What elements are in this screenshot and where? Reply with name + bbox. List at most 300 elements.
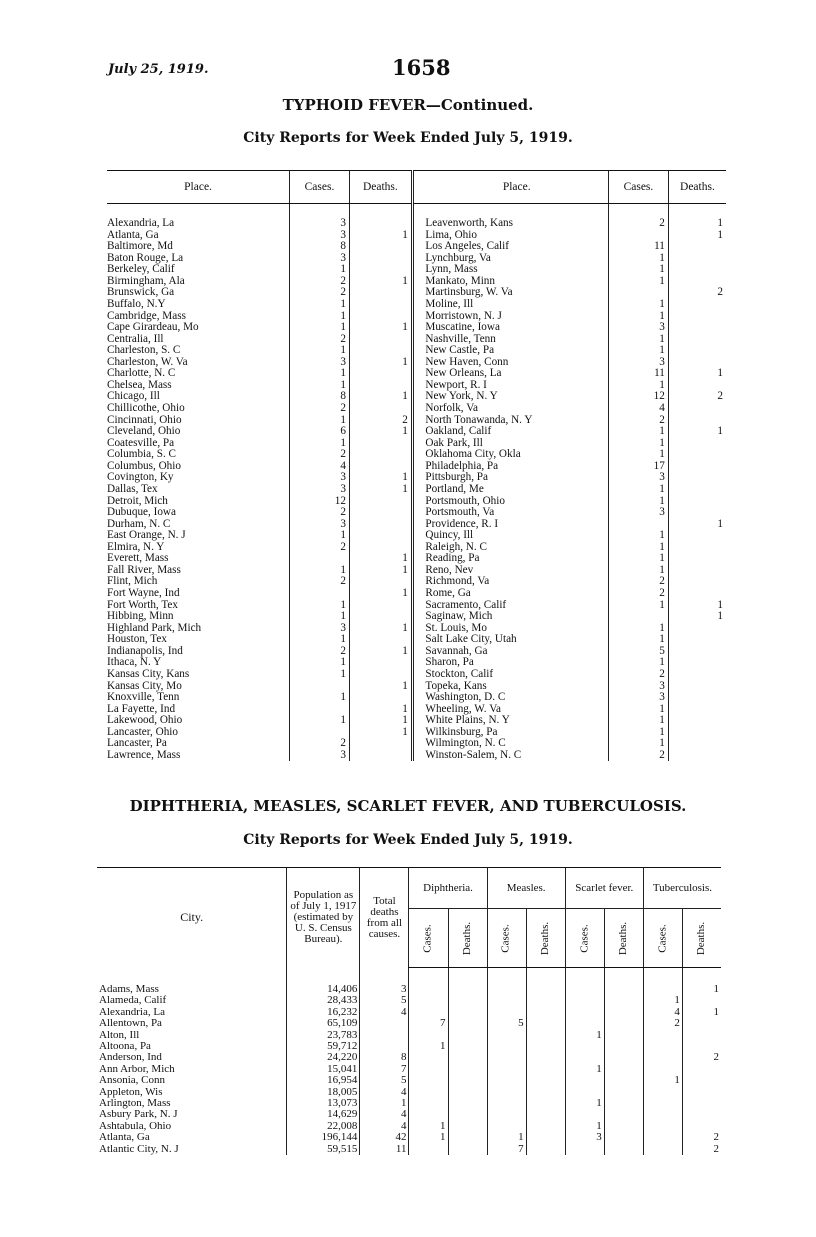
city-cell: Adams, Mass: [99, 984, 159, 995]
divider-cell: [412, 623, 425, 635]
cases-cell: 1: [290, 565, 350, 577]
table-row: [107, 276, 726, 288]
divider-cell: [412, 380, 425, 392]
deaths-cell: 1: [349, 472, 412, 484]
place-cell: La Fayette, Ind: [107, 703, 176, 715]
place-cell: Kansas City, Kans: [107, 668, 190, 680]
deaths-cell: 2: [668, 287, 726, 299]
place-cell: Chicago, Ill: [107, 391, 160, 403]
cases-cell: 12: [290, 496, 350, 508]
col-cases: Cases.: [609, 171, 669, 204]
divider-cell: [412, 264, 425, 276]
table-row: [107, 299, 726, 311]
cases-cell: 1: [290, 669, 350, 681]
label: Deaths.: [539, 921, 552, 955]
tb-deaths-cell: [682, 1064, 721, 1075]
scarlet-deaths-cell: [604, 995, 643, 1006]
cases-cell: 1: [609, 345, 669, 357]
tb-cases-cell: [643, 1030, 682, 1041]
cases-cell: 1: [290, 611, 350, 623]
spacer: [643, 968, 682, 985]
cases-cell: 1: [609, 299, 669, 311]
deaths-cell: [668, 738, 726, 750]
place-cell: Birmingham, Ala: [107, 275, 185, 287]
diphtheria-deaths-cell: [448, 1087, 487, 1098]
place-cell: North Tonawanda, N. Y: [425, 414, 533, 426]
cases-cell: 1: [609, 264, 669, 276]
divider-cell: [412, 507, 425, 519]
divider-cell: [412, 565, 425, 577]
place-cell: Oklahoma City, Okla: [425, 449, 521, 461]
col-diphtheria: Diphtheria.: [409, 868, 487, 909]
diphtheria-cases-cell: [409, 1064, 448, 1075]
cases-cell: 1: [609, 334, 669, 346]
spacer: [97, 968, 287, 985]
deaths-cell: [668, 646, 726, 658]
measles-cases-cell: [487, 1030, 526, 1041]
place-cell: Fort Wayne, Ind: [107, 588, 180, 599]
cases-cell: 12: [609, 391, 669, 403]
deaths-cell: 1: [349, 715, 412, 727]
cases-cell: 1: [290, 322, 350, 334]
place-cell: Lima, Ohio: [425, 229, 477, 241]
cases-cell: 2: [290, 403, 350, 415]
divider-cell: [412, 322, 425, 334]
deaths-cell: [349, 380, 412, 392]
measles-deaths-cell: [526, 1041, 565, 1052]
deaths-cell: [668, 241, 726, 253]
cases-cell: 2: [609, 415, 669, 427]
city-cell: Alexandria, La: [99, 1006, 165, 1018]
table-row: [107, 472, 726, 484]
tb-deaths-cell: 2: [682, 1132, 721, 1143]
cases-cell: 1: [290, 264, 350, 276]
city-cell: Asbury Park, N. J: [99, 1109, 178, 1121]
table-row: [107, 738, 726, 750]
col-deaths: Deaths.: [349, 171, 412, 204]
divider-cell: [412, 750, 425, 762]
cases-cell: 1: [609, 311, 669, 323]
cases-cell: 1: [609, 738, 669, 750]
table-row: [97, 1030, 721, 1041]
place-cell: Stockton, Calif: [425, 668, 494, 680]
cases-cell: 1: [290, 530, 350, 542]
divider-cell: [412, 241, 425, 253]
deaths-cell: [668, 415, 726, 427]
place-cell: White Plains, N. Y: [425, 715, 510, 727]
deaths-cell: [349, 264, 412, 276]
cases-cell: 2: [609, 750, 669, 762]
measles-deaths-cell: [526, 1132, 565, 1143]
deaths-cell: 1: [349, 727, 412, 739]
spacer: [425, 204, 608, 219]
col-scarlet-deaths: [604, 909, 643, 968]
deaths-cell: [349, 738, 412, 750]
deaths-cell: [349, 241, 412, 253]
typhoid-title: TYPHOID FEVER—Continued.: [282, 96, 534, 114]
cases-cell: 8: [290, 241, 350, 253]
divider-cell: [412, 253, 425, 265]
diphtheria-cases-cell: [409, 1109, 448, 1120]
tb-cases-cell: [643, 1109, 682, 1120]
cases-cell: 1: [609, 484, 669, 496]
cases-cell: [609, 611, 669, 623]
total-deaths-cell: 4: [360, 1007, 409, 1018]
diphtheria-cases-cell: [409, 1007, 448, 1018]
place-cell: Saginaw, Mich: [425, 611, 493, 623]
deaths-cell: 1: [668, 368, 726, 380]
deaths-cell: [668, 484, 726, 496]
city-cell: Appleton, Wis: [99, 1086, 163, 1098]
place-cell: Lancaster, Ohio: [107, 726, 178, 738]
spacer: [360, 968, 409, 985]
diphtheria-cases-cell: [409, 1075, 448, 1086]
table-row: [97, 1132, 721, 1143]
cases-cell: 1: [290, 345, 350, 357]
table-row: [107, 553, 726, 565]
place-cell: Cincinnati, Ohio: [107, 414, 182, 426]
cases-cell: 1: [290, 415, 350, 427]
city-cell: Ashtabula, Ohio: [99, 1120, 172, 1132]
cases-cell: 1: [609, 449, 669, 461]
place-cell: East Orange, N. J: [107, 530, 186, 542]
diphtheria-cases-cell: [409, 1144, 448, 1155]
table-row: [107, 646, 726, 658]
measles-deaths-cell: [526, 1109, 565, 1120]
tb-deaths-cell: [682, 1109, 721, 1120]
tb-cases-cell: [643, 1064, 682, 1075]
deaths-cell: 1: [668, 426, 726, 438]
spacer: [487, 968, 526, 985]
table-row: [97, 1018, 721, 1029]
place-cell: Alexandria, La: [107, 218, 175, 229]
label: Deaths.: [617, 921, 630, 955]
place-cell: Wheeling, W. Va: [425, 703, 501, 715]
deaths-cell: [668, 264, 726, 276]
deaths-cell: [668, 692, 726, 704]
table-row: [107, 519, 726, 531]
tb-deaths-cell: [682, 1018, 721, 1029]
deaths-cell: 1: [668, 519, 726, 531]
scarlet-deaths-cell: [604, 1064, 643, 1075]
deaths-cell: [349, 750, 412, 762]
col-place: Place.: [425, 171, 608, 204]
population-cell: 24,220: [287, 1052, 360, 1063]
cases-cell: 2: [609, 576, 669, 588]
total-deaths-cell: 7: [360, 1064, 409, 1075]
place-cell: Los Angeles, Calif: [425, 241, 509, 253]
tb-deaths-cell: [682, 1098, 721, 1109]
place-cell: Dubuque, Iowa: [107, 507, 176, 519]
place-cell: Savannah, Ga: [425, 645, 488, 657]
place-cell: Everett, Mass: [107, 553, 169, 565]
cases-cell: 1: [609, 657, 669, 669]
measles-cases-cell: 5: [487, 1018, 526, 1029]
diphtheria-deaths-cell: [448, 1064, 487, 1075]
table-row: [107, 727, 726, 739]
place-cell: Brunswick, Ga: [107, 287, 175, 299]
cases-cell: 3: [609, 472, 669, 484]
diphtheria-cases-cell: 1: [409, 1132, 448, 1143]
col-tb-deaths: [682, 909, 721, 968]
diphtheria-deaths-cell: [448, 1052, 487, 1063]
divider-cell: [412, 669, 425, 681]
spacer: [682, 968, 721, 985]
population-cell: 14,406: [287, 984, 360, 995]
spacer: [526, 968, 565, 985]
measles-deaths-cell: [526, 1052, 565, 1063]
cases-cell: 1: [290, 438, 350, 450]
total-deaths-cell: [360, 1030, 409, 1041]
place-cell: New Castle, Pa: [425, 345, 495, 357]
total-deaths-cell: 4: [360, 1121, 409, 1132]
cases-cell: 3: [290, 253, 350, 265]
tb-deaths-cell: [682, 1041, 721, 1052]
table-row: [107, 426, 726, 438]
tb-deaths-cell: 1: [682, 984, 721, 995]
deaths-cell: 1: [349, 681, 412, 693]
table-row: [107, 368, 726, 380]
divider-cell: [412, 704, 425, 716]
population-cell: 196,144: [287, 1132, 360, 1143]
cases-cell: 2: [290, 542, 350, 554]
table-row: [107, 391, 726, 403]
table-row: [107, 218, 726, 230]
typhoid-subtitle: City Reports for Week Ended July 5, 1919.: [243, 130, 573, 146]
measles-cases-cell: [487, 1064, 526, 1075]
cases-cell: 2: [290, 507, 350, 519]
place-cell: Oakland, Calif: [425, 426, 492, 438]
diphtheria-cases-cell: [409, 1098, 448, 1109]
divider-cell: [412, 588, 425, 600]
diphtheria-deaths-cell: [448, 995, 487, 1006]
diphtheria-deaths-cell: [448, 1132, 487, 1143]
deaths-cell: [349, 403, 412, 415]
deaths-cell: [668, 496, 726, 508]
diphtheria-cases-cell: [409, 984, 448, 995]
scarlet-cases-cell: [565, 995, 604, 1006]
measles-cases-cell: [487, 995, 526, 1006]
measles-cases-cell: 1: [487, 1132, 526, 1143]
divider-cell: [412, 692, 425, 704]
cases-cell: 1: [609, 715, 669, 727]
divider-cell: [412, 449, 425, 461]
cases-cell: 1: [609, 634, 669, 646]
col-city: City.: [97, 868, 287, 968]
divider-cell: [412, 230, 425, 242]
cases-cell: 1: [290, 380, 350, 392]
divider-cell: [412, 657, 425, 669]
place-cell: Charlotte, N. C: [107, 368, 176, 380]
table-row: [107, 611, 726, 623]
place-cell: Detroit, Mich: [107, 495, 168, 507]
deaths-cell: [668, 276, 726, 288]
cases-cell: 1: [290, 311, 350, 323]
city-cell: Allentown, Pa: [99, 1018, 162, 1030]
cases-cell: 1: [609, 542, 669, 554]
place-cell: Rome, Ga: [425, 588, 471, 599]
place-cell: Baton Rouge, La: [107, 252, 184, 264]
tb-cases-cell: 2: [643, 1018, 682, 1029]
cases-cell: [290, 681, 350, 693]
total-deaths-cell: 5: [360, 995, 409, 1006]
tb-cases-cell: 1: [643, 995, 682, 1006]
cases-cell: 3: [609, 692, 669, 704]
deaths-cell: 1: [668, 230, 726, 242]
cases-cell: 2: [609, 588, 669, 600]
table-row: [107, 565, 726, 577]
place-cell: Baltimore, Md: [107, 241, 173, 253]
place-cell: New Haven, Conn: [425, 356, 509, 368]
tb-cases-cell: [643, 1087, 682, 1098]
deaths-cell: 1: [349, 426, 412, 438]
deaths-cell: [349, 600, 412, 612]
divider-cell: [412, 311, 425, 323]
scarlet-deaths-cell: [604, 1075, 643, 1086]
deaths-cell: 1: [349, 276, 412, 288]
cases-cell: 1: [290, 368, 350, 380]
deaths-cell: [668, 311, 726, 323]
cases-cell: 11: [609, 368, 669, 380]
deaths-cell: [668, 657, 726, 669]
deaths-cell: [349, 576, 412, 588]
scarlet-deaths-cell: [604, 1087, 643, 1098]
deaths-cell: 1: [349, 646, 412, 658]
place-cell: Lancaster, Pa: [107, 738, 167, 750]
col-diphtheria-cases: [409, 909, 448, 968]
deaths-cell: [349, 299, 412, 311]
measles-deaths-cell: [526, 1030, 565, 1041]
deaths-cell: [668, 530, 726, 542]
diphtheria-deaths-cell: [448, 1098, 487, 1109]
place-cell: Cambridge, Mass: [107, 310, 186, 322]
cases-cell: [290, 704, 350, 716]
scarlet-cases-cell: 1: [565, 1121, 604, 1132]
divider-cell: [412, 634, 425, 646]
deaths-cell: [349, 611, 412, 623]
table-row: [107, 715, 726, 727]
cases-cell: 3: [290, 750, 350, 762]
col-cases: Cases.: [290, 171, 350, 204]
deaths-cell: [349, 519, 412, 531]
scarlet-deaths-cell: [604, 1052, 643, 1063]
divider-cell: [412, 299, 425, 311]
cases-cell: 4: [290, 461, 350, 473]
total-deaths-cell: [360, 1041, 409, 1052]
place-cell: Kansas City, Mo: [107, 680, 182, 692]
table-row: [107, 576, 726, 588]
table-row: [97, 1052, 721, 1063]
table-row: [97, 1144, 721, 1155]
city-cell: Alameda, Calif: [99, 995, 167, 1007]
place-cell: Chelsea, Mass: [107, 379, 172, 391]
table-row: [107, 657, 726, 669]
spacer: [668, 204, 726, 219]
tb-deaths-cell: [682, 995, 721, 1006]
col-place: Place.: [107, 171, 290, 204]
cases-cell: 3: [290, 218, 350, 230]
cases-cell: 1: [609, 600, 669, 612]
total-deaths-cell: 4: [360, 1087, 409, 1098]
table-row: [97, 1121, 721, 1132]
cases-cell: 2: [290, 287, 350, 299]
tb-cases-cell: [643, 1098, 682, 1109]
typhoid-table: [107, 170, 726, 761]
measles-cases-cell: [487, 984, 526, 995]
tb-cases-cell: 4: [643, 1007, 682, 1018]
scarlet-deaths-cell: [604, 1041, 643, 1052]
place-cell: Oak Park, Ill: [425, 437, 483, 449]
place-cell: Topeka, Kans: [425, 680, 487, 692]
tb-cases-cell: [643, 1121, 682, 1132]
cases-cell: 1: [609, 276, 669, 288]
col-total-deaths: Total deaths from all causes.: [360, 868, 409, 968]
cases-cell: 2: [290, 449, 350, 461]
diphtheria-deaths-cell: [448, 1075, 487, 1086]
deaths-cell: [349, 530, 412, 542]
place-cell: Lynn, Mass: [425, 264, 478, 276]
city-cell: Atlanta, Ga: [99, 1132, 150, 1144]
place-cell: Lynchburg, Va: [425, 252, 491, 264]
city-cell: Alton, Ill: [99, 1029, 140, 1041]
divider-cell: [412, 438, 425, 450]
place-cell: Lakewood, Ohio: [107, 715, 183, 727]
scarlet-cases-cell: [565, 1018, 604, 1029]
total-deaths-cell: 1: [360, 1098, 409, 1109]
measles-cases-cell: [487, 1087, 526, 1098]
deaths-cell: [349, 311, 412, 323]
deaths-cell: 1: [349, 588, 412, 600]
deaths-cell: [668, 449, 726, 461]
city-cell: Altoona, Pa: [99, 1041, 151, 1053]
tb-deaths-cell: 1: [682, 1007, 721, 1018]
table-row: [107, 264, 726, 276]
place-cell: Portsmouth, Va: [425, 507, 495, 519]
place-cell: Philadelphia, Pa: [425, 460, 499, 472]
diphtheria-deaths-cell: [448, 1007, 487, 1018]
divider-cell: [412, 415, 425, 427]
cases-cell: 1: [609, 426, 669, 438]
deaths-cell: 1: [349, 230, 412, 242]
deaths-cell: [349, 657, 412, 669]
tb-deaths-cell: [682, 1030, 721, 1041]
deaths-cell: [349, 253, 412, 265]
scarlet-cases-cell: 1: [565, 1064, 604, 1075]
cases-cell: 17: [609, 461, 669, 473]
table-row: [107, 253, 726, 265]
cases-cell: 3: [609, 507, 669, 519]
population-cell: 16,954: [287, 1075, 360, 1086]
tb-cases-cell: [643, 1144, 682, 1155]
diphtheria-cases-cell: [409, 1030, 448, 1041]
col-deaths: Deaths.: [668, 171, 726, 204]
city-cell: Ansonia, Conn: [99, 1075, 165, 1087]
place-cell: Salt Lake City, Utah: [425, 634, 517, 646]
population-cell: 23,783: [287, 1030, 360, 1041]
col-tuberculosis: Tuberculosis.: [643, 868, 721, 909]
cases-cell: 2: [290, 276, 350, 288]
diphtheria-deaths-cell: [448, 1030, 487, 1041]
spacer: [565, 968, 604, 985]
dmst-subtitle: City Reports for Week Ended July 5, 1919.: [243, 832, 573, 848]
measles-deaths-cell: [526, 1075, 565, 1086]
table-row: [107, 669, 726, 681]
spacer-row: [97, 968, 721, 985]
place-cell: Washington, D. C: [425, 692, 506, 704]
table-row: [97, 984, 721, 995]
divider-cell: [412, 357, 425, 369]
place-cell: Columbus, Ohio: [107, 460, 181, 472]
